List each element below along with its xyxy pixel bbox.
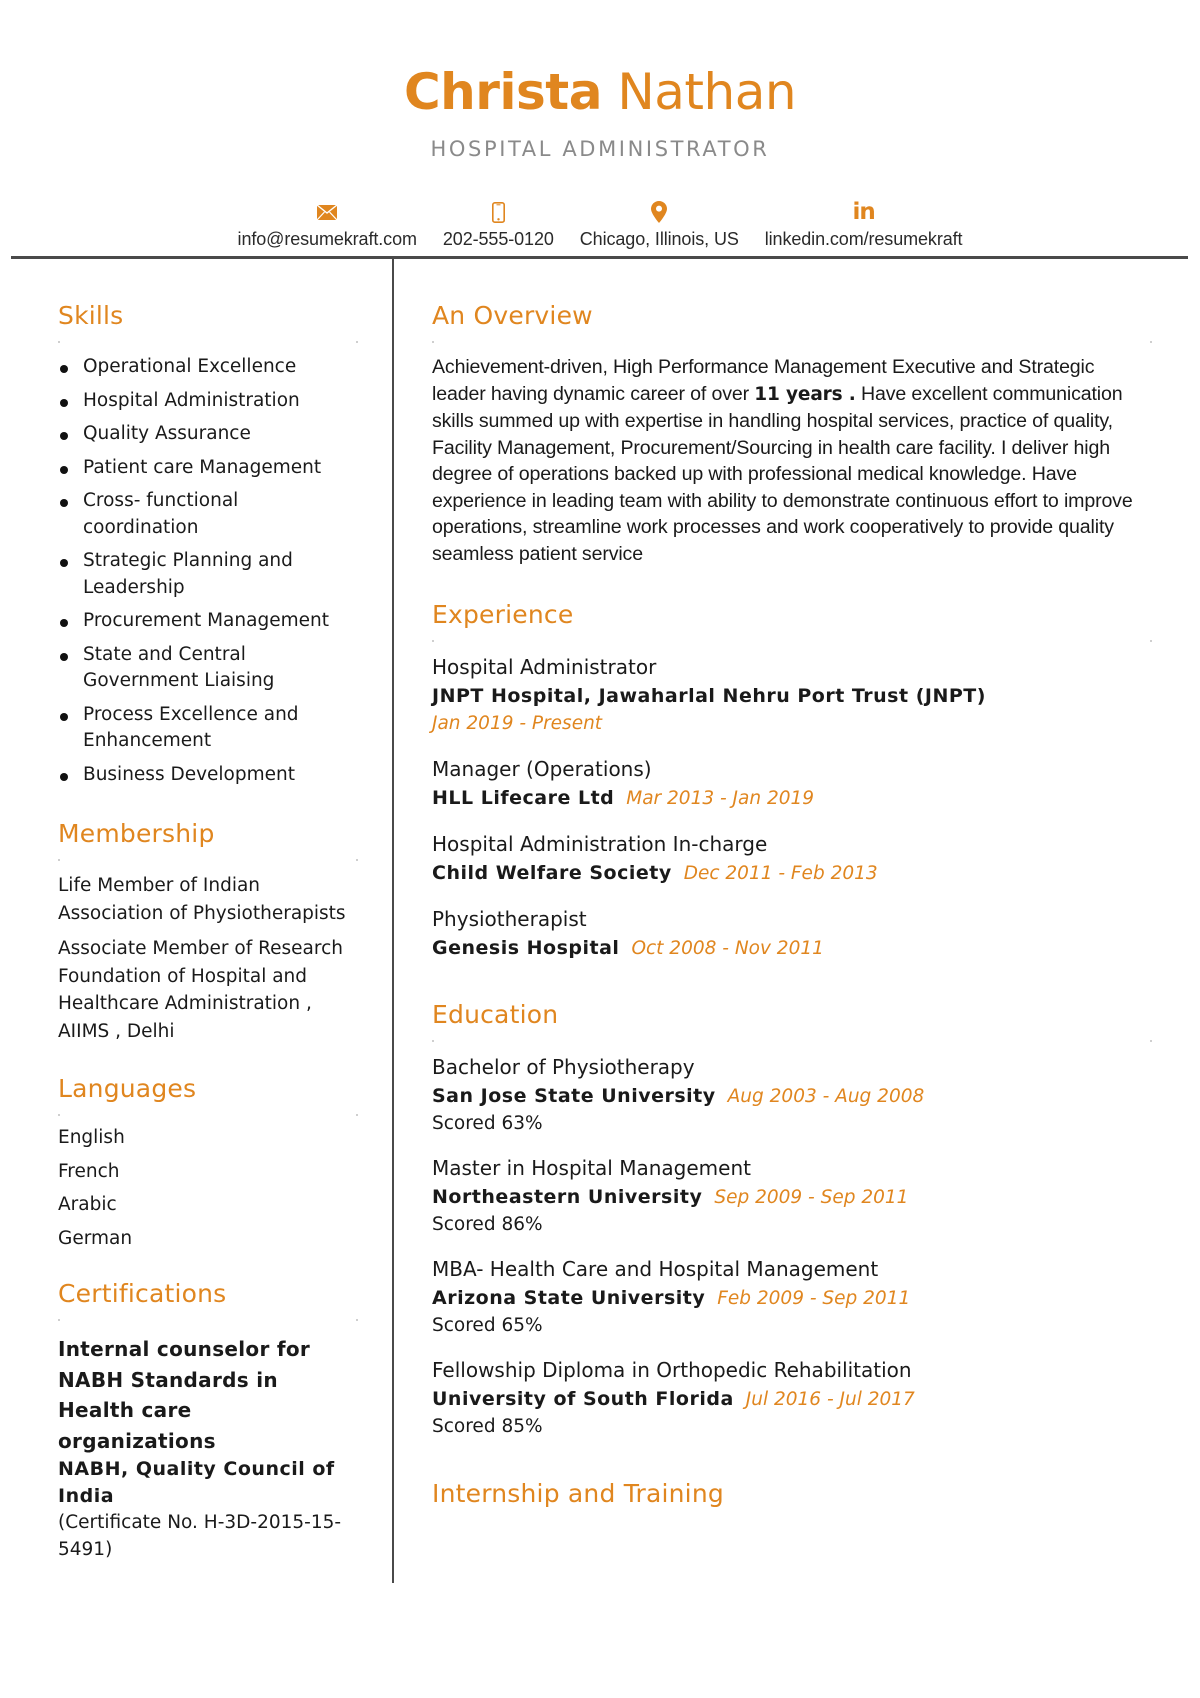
linkedin-link[interactable]: linkedin.com/resumekraft (764, 229, 963, 249)
skill-item: Process Excellence and Enhancement (58, 702, 313, 755)
skill-item: Hospital Administration (58, 388, 358, 415)
education-item (432, 1255, 1152, 1339)
skill-item: Patient care Management (58, 455, 358, 482)
job-org: JNPT Hospital, Jawaharlal Nehru Port Trust (JNPT) (432, 685, 986, 707)
skills-section (58, 300, 358, 788)
score: Scored 86% (432, 1214, 543, 1235)
column-divider (392, 258, 394, 1583)
mobile-phone-icon (492, 198, 505, 226)
section-divider (58, 1319, 358, 1320)
contact-email[interactable] (238, 198, 417, 252)
job-org: Child Welfare Society (432, 862, 672, 884)
job-title: Physiotherapist (432, 907, 587, 931)
certifications-section (58, 1278, 358, 1563)
section-divider (432, 341, 1152, 342)
skill-item: Operational Excellence (58, 354, 358, 381)
job-title: HOSPITAL ADMINISTRATOR (430, 137, 770, 161)
skill-item: Cross- functional coordination (58, 488, 258, 541)
section-divider (432, 1040, 1152, 1041)
job-org: HLL Lifecare Ltd (432, 787, 615, 809)
last-name: Nathan (617, 63, 797, 121)
skill-item: Business Development (58, 762, 358, 789)
education-dates: Feb 2009 - Sep 2011 (717, 1288, 911, 1309)
section-heading: Internship and Training (432, 1479, 724, 1508)
skill-item: Quality Assurance (58, 421, 358, 448)
map-pin-icon (651, 198, 667, 226)
score: Scored 65% (432, 1315, 543, 1336)
section-heading: Experience (432, 600, 574, 629)
phone-text: 202-555-0120 (442, 229, 554, 249)
contact-bar (0, 198, 1200, 252)
section-heading: Languages (58, 1074, 197, 1103)
language-item: German (58, 1227, 133, 1249)
experience-item (432, 830, 1152, 888)
language-item: English (58, 1127, 125, 1148)
skill-item: Strategic Planning and Leadership (58, 548, 308, 601)
job-dates: Oct 2008 - Nov 2011 (631, 938, 824, 959)
languages-section (58, 1073, 358, 1252)
section-heading: Certifications (58, 1279, 227, 1308)
skill-item: Procurement Management (58, 608, 358, 635)
email-link[interactable]: info@resumekraft.com (237, 229, 417, 249)
school: Northeastern University (432, 1186, 703, 1208)
location-text: Chicago, Illinois, US (579, 229, 739, 249)
membership-item: Associate Member of Research Foundation of Hospital and Healthcare Administration , AIIMS , Delhi (58, 938, 343, 1042)
contact-location (580, 198, 739, 252)
degree: Fellowship Diploma in Orthopedic Rehabilitation (432, 1358, 912, 1382)
score: Scored 63% (432, 1113, 543, 1134)
right-column (432, 300, 1152, 1510)
education-dates: Jul 2016 - Jul 2017 (745, 1389, 915, 1410)
section-heading: Education (432, 1000, 559, 1029)
job-title: Manager (Operations) (432, 757, 652, 781)
job-title: Hospital Administrator (432, 655, 657, 679)
languages-list (58, 1125, 358, 1252)
certification-title: Internal counselor for NABH Standards in Health care organizations (58, 1337, 311, 1453)
section-divider (58, 341, 358, 342)
internship-section (432, 1478, 1152, 1510)
education-item (432, 1154, 1152, 1238)
degree: Bachelor of Physiotherapy (432, 1055, 695, 1079)
section-heading: Skills (58, 301, 124, 330)
section-divider (58, 859, 358, 860)
certification-org: NABH, Quality Council of India (58, 1458, 335, 1507)
certification-number: (Certificate No. H-3D-2015-15-5491) (58, 1512, 342, 1560)
degree: Master in Hospital Management (432, 1156, 751, 1180)
language-item: French (58, 1160, 120, 1182)
job-title: Hospital Administration In-charge (432, 832, 768, 856)
skills-list (58, 354, 358, 788)
education-dates: Aug 2003 - Aug 2008 (727, 1086, 925, 1107)
experience-item (432, 653, 1152, 738)
language-item: Arabic (58, 1194, 117, 1215)
overview-section (432, 300, 1152, 567)
certification-item (58, 1334, 358, 1563)
linkedin-icon: in (852, 199, 875, 225)
school: Arizona State University (432, 1287, 706, 1309)
candidate-name (0, 62, 1200, 122)
job-org: Genesis Hospital (432, 937, 620, 959)
school: San Jose State University (432, 1085, 716, 1107)
school: University of South Florida (432, 1388, 734, 1410)
membership-list (58, 872, 358, 1045)
experience-item (432, 905, 1152, 963)
skill-item: State and Central Government Liaising (58, 642, 298, 695)
experience-item (432, 755, 1152, 813)
job-dates: Dec 2011 - Feb 2013 (683, 863, 878, 884)
membership-section (58, 818, 358, 1045)
first-name: Christa (403, 63, 602, 121)
envelope-icon (317, 198, 337, 226)
header-divider (11, 256, 1188, 259)
score: Scored 85% (432, 1416, 543, 1437)
membership-item: Life Member of Indian Association of Physiotherapists (58, 875, 346, 924)
years-highlight: 11 years . (754, 383, 856, 405)
section-divider (432, 640, 1152, 641)
left-column (58, 300, 358, 1563)
education-item (432, 1356, 1152, 1440)
section-heading: Membership (58, 819, 215, 848)
job-dates: Mar 2013 - Jan 2019 (626, 788, 815, 809)
section-divider (58, 1114, 358, 1115)
contact-linkedin[interactable] (765, 198, 963, 252)
degree: MBA- Health Care and Hospital Management (432, 1257, 879, 1281)
contact-phone[interactable] (443, 198, 554, 252)
education-dates: Sep 2009 - Sep 2011 (714, 1187, 909, 1208)
education-item (432, 1053, 1152, 1137)
education-section (432, 999, 1152, 1440)
job-dates: Jan 2019 - Present (432, 713, 603, 734)
overview-text: Achievement-driven, High Performance Management Executive and Strategic leader having dynamic career of over 11 years . Have excellent communication skills summed up with expertise in handling hospital services, practice of quality, Facility Management, Procurement/Sourcing in health care facility. I deliver high degree of operations backed up with professional medical knowledge. Have experience in leading team with ability to demonstrate continuous effort to improve operations, streamline work processes and work cooperatively to provide quality seamless patient service (432, 356, 1133, 565)
section-heading: An Overview (432, 301, 593, 330)
experience-section (432, 599, 1152, 963)
